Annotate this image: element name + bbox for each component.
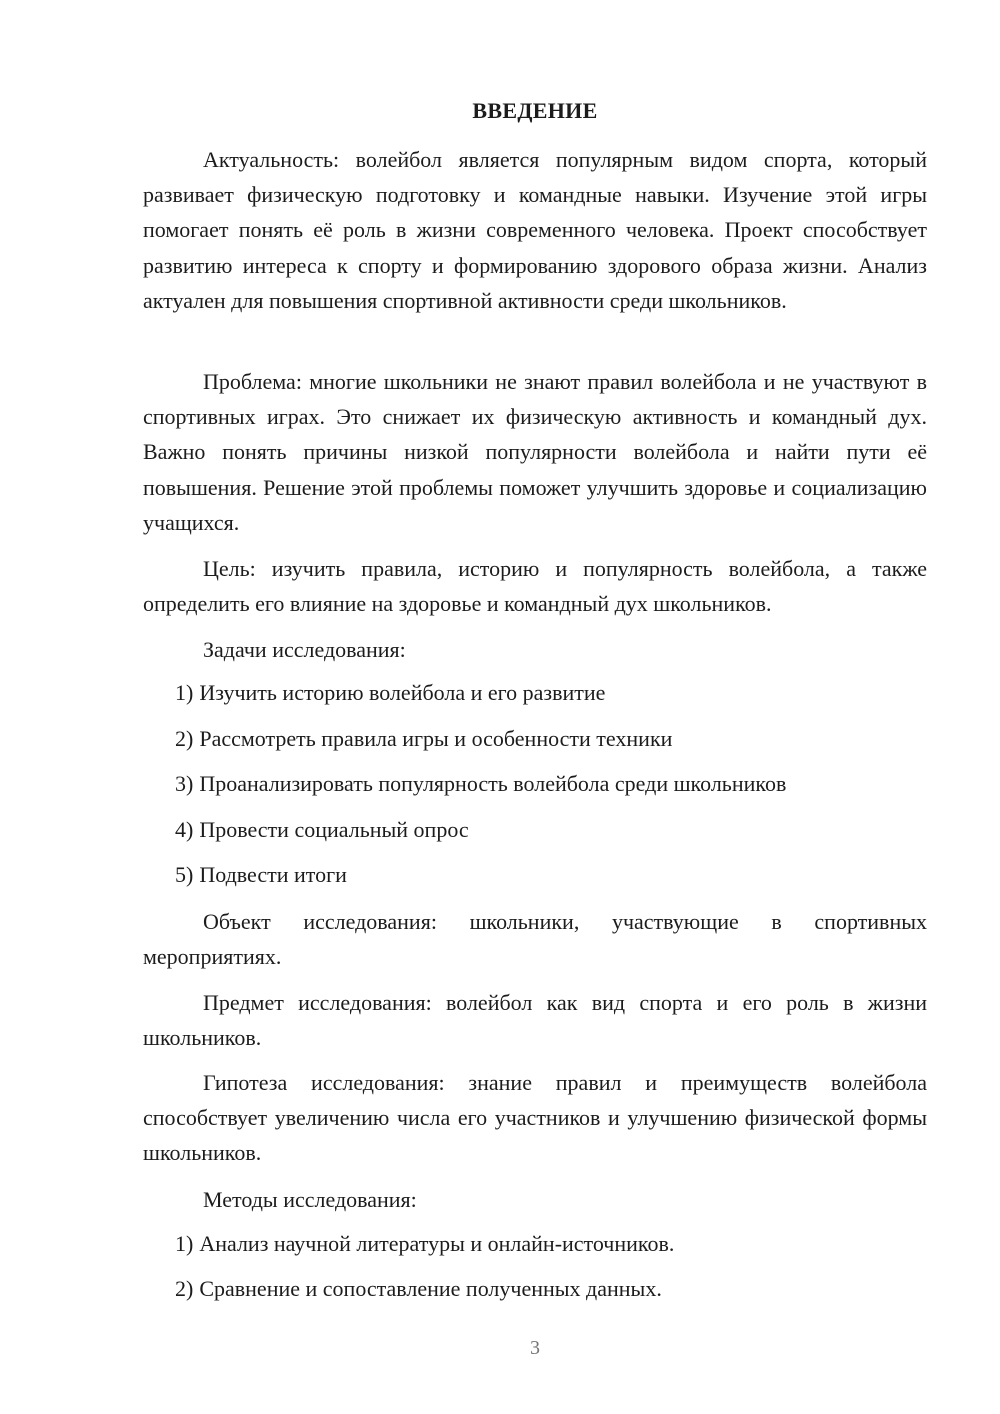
object-paragraph: Объект исследования: школьники, участвующие в спортивных мероприятиях. (143, 909, 927, 970)
tasks-heading: Задачи исследования: (203, 637, 406, 662)
list-item-text: Рассмотреть правила игры и особенности техники (199, 726, 673, 751)
relevance-paragraph: Актуальность: волейбол является популярным видом спорта, который развивает физическую подготовку и командные навыки. Изучение этой игры помогает понять её роль в жизни современного человека. Проект способствует развитию интереса к спорту и формированию здорового образа жизни. Анализ актуален для повышения спортивной активности среди школьников. (143, 147, 927, 313)
list-item-number: 3) (175, 771, 194, 796)
list-item (175, 1229, 927, 1259)
goal-paragraph: Цель: изучить правила, историю и популярность волейбола, а также определить его влияние на здоровье и командный дух школьников. (143, 556, 927, 617)
list-item-number: 2) (175, 1276, 194, 1301)
list-item-text: Сравнение и сопоставление полученных данных. (199, 1276, 662, 1301)
list-item-text: Анализ научной литературы и онлайн-источников. (199, 1231, 675, 1256)
page-number: 3 (530, 1337, 540, 1359)
list-item-text: Подвести итоги (199, 862, 347, 887)
list-item-number: 5) (175, 862, 194, 887)
list-item (175, 1274, 927, 1304)
list-item-text: Провести социальный опрос (199, 817, 469, 842)
list-item (175, 815, 927, 845)
list-item (175, 724, 927, 754)
list-item (175, 769, 927, 799)
document-page (143, 0, 927, 1414)
list-item-number: 1) (175, 680, 194, 705)
list-item-number: 4) (175, 817, 194, 842)
list-item (175, 860, 927, 890)
list-item (175, 678, 927, 708)
problem-paragraph: Проблема: многие школьники не знают правил волейбола и не участвуют в спортивных играх. Это снижает их физическую активность и командный дух. Важно понять причины низкой популярности волейбола и найти пути её повышения. Решение этой проблемы поможет улучшить здоровье и социализацию учащихся. (143, 369, 927, 535)
list-item-text: Изучить историю волейбола и его развитие (199, 680, 606, 705)
methods-heading: Методы исследования: (203, 1187, 417, 1212)
list-item-number: 2) (175, 726, 194, 751)
list-item-number: 1) (175, 1231, 194, 1256)
list-item-text: Проанализировать популярность волейбола среди школьников (199, 771, 787, 796)
hypothesis-paragraph: Гипотеза исследования: знание правил и преимуществ волейбола способствует увеличению числа его участников и улучшению физической формы школьников. (143, 1070, 927, 1166)
page-title: ВВЕДЕНИЕ (472, 98, 598, 123)
subject-paragraph: Предмет исследования: волейбол как вид спорта и его роль в жизни школьников. (143, 990, 927, 1051)
